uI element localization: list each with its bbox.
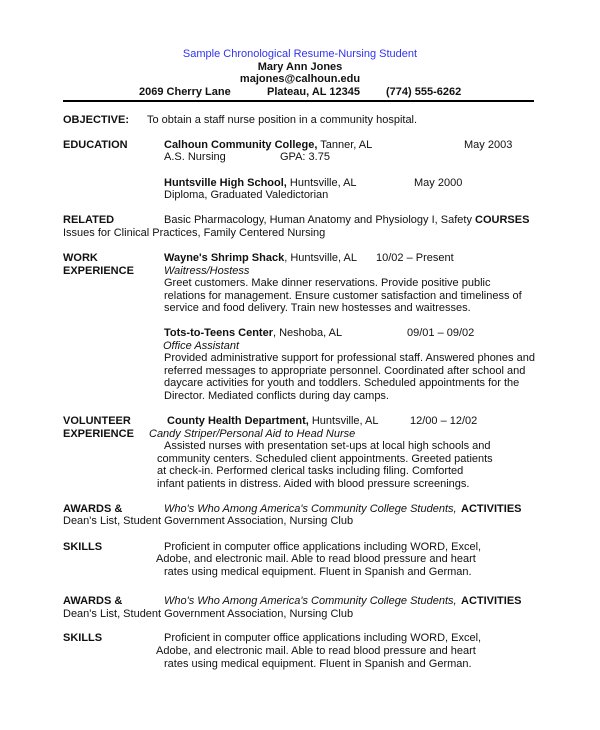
section-label: AWARDS & bbox=[63, 503, 123, 515]
volunteer-description: Assisted nurses with presentation set-ups at local high schools and bbox=[164, 440, 491, 452]
section-label: EXPERIENCE bbox=[63, 428, 134, 440]
section-label: VOLUNTEER bbox=[63, 415, 131, 427]
phone-number: (774) 555-6262 bbox=[386, 86, 462, 98]
award-text: Who's Who Among America's Community College Students, bbox=[164, 595, 457, 607]
company-name: Wayne's Shrimp Shack bbox=[164, 252, 285, 264]
section-label: EDUCATION bbox=[63, 139, 128, 151]
courses-text: Issues for Clinical Practices, Family Centered Nursing bbox=[63, 227, 326, 239]
volunteer-org bbox=[167, 415, 379, 428]
org-name: County Health Department, bbox=[167, 415, 309, 427]
skills-text: Adobe, and electronic mail. Able to read blood pressure and heart bbox=[156, 553, 476, 565]
job-description: Greet customers. Make dinner reservations. Provide positive public bbox=[164, 277, 491, 289]
header-divider bbox=[63, 100, 534, 102]
job-dates: 10/02 – Present bbox=[376, 252, 454, 264]
school-location: Huntsville, AL bbox=[286, 177, 357, 189]
job-description: Director. Mediated conflicts during day camps. bbox=[164, 390, 389, 402]
applicant-name: Mary Ann Jones bbox=[257, 61, 343, 73]
section-label: AWARDS & bbox=[63, 595, 123, 607]
objective-text: To obtain a staff nurse position in a community hospital. bbox=[147, 114, 418, 126]
job-description: Provided administrative support for professional staff. Answered phones and bbox=[164, 352, 535, 364]
company-name: Tots-to-Teens Center bbox=[164, 327, 273, 339]
degree: A.S. Nursing bbox=[164, 151, 226, 163]
company-location: , Neshoba, AL bbox=[273, 327, 343, 339]
courses-line bbox=[164, 214, 529, 227]
job-title: Office Assistant bbox=[163, 340, 240, 352]
volunteer-description: community centers. Scheduled client appointments. Greeted patients bbox=[157, 453, 493, 465]
section-label: WORK bbox=[63, 252, 98, 264]
award-text: Who's Who Among America's Community College Students, bbox=[164, 503, 457, 515]
volunteer-description: at check-in. Performed clerical tasks including filing. Comforted bbox=[157, 465, 464, 477]
job-employer bbox=[164, 327, 342, 340]
education-date: May 2000 bbox=[414, 177, 463, 189]
volunteer-description: infant patients in distress. Aided with blood pressure screenings. bbox=[157, 478, 470, 490]
courses-text: Basic Pharmacology, Human Anatomy and Physiology I, Safety bbox=[164, 214, 476, 226]
skills-text: Adobe, and electronic mail. Able to read blood pressure and heart bbox=[156, 645, 476, 657]
job-description: relations for management. Ensure customer satisfaction and timeliness of bbox=[164, 290, 522, 302]
skills-text: rates using medical equipment. Fluent in Spanish and German. bbox=[164, 566, 472, 578]
section-label: EXPERIENCE bbox=[63, 265, 134, 277]
skills-text: Proficient in computer office applications including WORD, Excel, bbox=[164, 541, 482, 553]
section-label: SKILLS bbox=[63, 541, 103, 553]
job-description: daycare activities for youth and toddlers. Scheduled appointments for the bbox=[164, 377, 520, 389]
job-employer bbox=[164, 252, 357, 265]
gpa: GPA: 3.75 bbox=[280, 151, 330, 163]
section-label-continued: ACTIVITIES bbox=[461, 503, 522, 515]
applicant-email: majones@calhoun.edu bbox=[239, 73, 361, 85]
activities-text: Dean's List, Student Government Association, Nursing Club bbox=[63, 515, 354, 527]
job-description: service and food delivery. Train new hostesses and waitresses. bbox=[164, 302, 471, 314]
volunteer-title: Candy Striper/Personal Aid to Head Nurse bbox=[149, 428, 356, 440]
section-label: SKILLS bbox=[63, 632, 103, 644]
job-dates: 09/01 – 09/02 bbox=[407, 327, 475, 339]
volunteer-dates: 12/00 – 12/02 bbox=[410, 415, 478, 427]
job-title: Waitress/Hostess bbox=[164, 265, 250, 277]
education-date: May 2003 bbox=[464, 139, 513, 151]
skills-text: Proficient in computer office applications including WORD, Excel, bbox=[164, 632, 482, 644]
org-location: Huntsville, AL bbox=[308, 415, 379, 427]
job-description: referred messages to appropriate personnel. Coordinated after school and bbox=[164, 365, 526, 377]
activities-text: Dean's List, Student Government Association, Nursing Club bbox=[63, 608, 354, 620]
school-name: Huntsville High School, bbox=[164, 177, 287, 189]
company-location: , Huntsville, AL bbox=[284, 252, 357, 264]
document-title: Sample Chronological Resume-Nursing Student bbox=[182, 48, 418, 60]
section-label-continued: COURSES bbox=[475, 214, 530, 226]
city-state-zip: Plateau, AL 12345 bbox=[267, 86, 360, 98]
street-address: 2069 Cherry Lane bbox=[139, 86, 231, 98]
section-label: OBJECTIVE: bbox=[63, 114, 130, 126]
section-label: RELATED bbox=[63, 214, 115, 226]
section-label-continued: ACTIVITIES bbox=[461, 595, 522, 607]
school-name: Calhoun Community College, bbox=[164, 139, 318, 151]
school-location: Tanner, AL bbox=[317, 139, 373, 151]
degree: Diploma, Graduated Valedictorian bbox=[164, 189, 329, 201]
skills-text: rates using medical equipment. Fluent in Spanish and German. bbox=[164, 658, 472, 670]
